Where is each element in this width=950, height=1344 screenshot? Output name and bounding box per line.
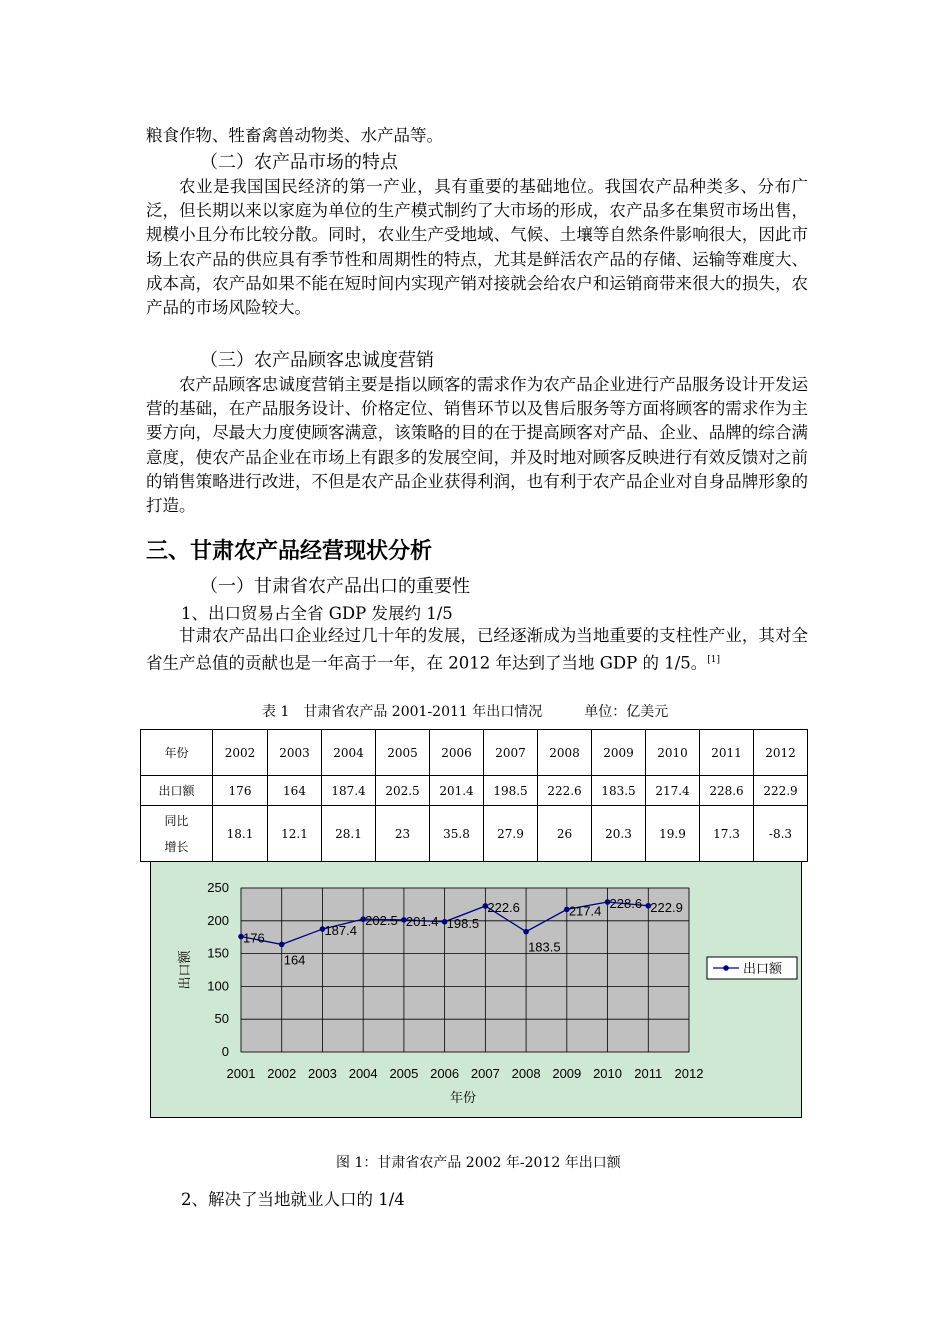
cell-year: 2011 xyxy=(700,730,754,776)
cell-growth: 19.9 xyxy=(646,806,700,862)
chart-svg xyxy=(151,851,801,1117)
cell-growth: 28.1 xyxy=(322,806,376,862)
cell-export: 201.4 xyxy=(430,776,484,806)
table-row-growth xyxy=(141,806,808,862)
cell-export: 202.5 xyxy=(376,776,430,806)
cell-export: 176 xyxy=(213,776,268,806)
x-tick-label: 2007 xyxy=(470,1066,500,1081)
data-label: 222.9 xyxy=(650,899,683,915)
cell-year: 2004 xyxy=(322,730,376,776)
export-line-chart xyxy=(150,850,802,1118)
cell-year: 2005 xyxy=(376,730,430,776)
cell-export: 228.6 xyxy=(700,776,754,806)
row-label-growth xyxy=(141,806,213,862)
cell-growth: 26 xyxy=(538,806,592,862)
cell-year: 2012 xyxy=(754,730,808,776)
x-tick-label: 2002 xyxy=(267,1066,297,1081)
paragraph-intro: 粮食作物、牲畜禽兽动物类、水产品等。 xyxy=(146,126,443,145)
x-tick-label: 2004 xyxy=(348,1066,378,1081)
y-tick-label: 100 xyxy=(207,978,229,994)
cell-export: 222.6 xyxy=(538,776,592,806)
y-tick-label: 200 xyxy=(207,912,229,928)
list-item-employment: 2、解决了当地就业人口的 1/4 xyxy=(181,1190,405,1209)
cell-growth: -8.3 xyxy=(754,806,808,862)
subheading-market-features: （二）农产品市场的特点 xyxy=(200,152,398,173)
cell-year: 2006 xyxy=(430,730,484,776)
paragraph-export-development xyxy=(146,624,808,676)
row-label-export: 出口额 xyxy=(141,776,213,806)
y-axis-title: 出口额 xyxy=(177,950,192,990)
table-caption: 表 1 甘肃省农产品 2001-2011 年出口情况 单位：亿美元 xyxy=(262,704,669,720)
y-tick-label: 250 xyxy=(207,880,229,895)
legend-marker xyxy=(723,965,729,971)
data-label: 164 xyxy=(283,952,306,968)
cell-export: 217.4 xyxy=(646,776,700,806)
cell-growth: 20.3 xyxy=(592,806,646,862)
cell-year: 2008 xyxy=(538,730,592,776)
x-tick-label: 2001 xyxy=(226,1066,256,1081)
cell-growth: 12.1 xyxy=(268,806,322,862)
cell-growth: 23 xyxy=(376,806,430,862)
data-label: 228.6 xyxy=(609,896,643,912)
section-heading: 三、甘肃农产品经营现状分析 xyxy=(146,539,433,564)
cell-year: 2009 xyxy=(592,730,646,776)
y-tick-label: 50 xyxy=(214,1011,229,1027)
cell-year: 2010 xyxy=(646,730,700,776)
data-label: 201.4 xyxy=(405,913,439,929)
x-tick-label: 2009 xyxy=(552,1066,582,1081)
export-table xyxy=(140,729,808,862)
subheading-loyalty-marketing: （三）农产品顾客忠诚度营销 xyxy=(200,350,434,371)
data-label: 176 xyxy=(243,930,265,946)
cell-export: 183.5 xyxy=(592,776,646,806)
row-label-growth-text: 同比增长 xyxy=(164,813,189,854)
cell-export: 222.9 xyxy=(754,776,808,806)
cell-growth: 17.3 xyxy=(700,806,754,862)
data-label: 222.6 xyxy=(487,899,520,915)
paragraph-loyalty-marketing: 农产品顾客忠诚度营销主要是指以顾客的需求作为农产品企业进行产品服务设计开发运营的基础，在产品服务设计、价格定位、销售环节以及售后服务等方面将顾客的需求作为主要方向，尽最大力度使顾客满意，该策略的目的在于提高顾客对产品、企业、品牌的综合满意度，使农产品企业在市场上有跟多的发展空间，并及时地对顾客反映进行有效反馈对之前的销售策略进行改进，不但是农产品企业获得利润，也有利于农产品企业对自身品牌形象的打造。 xyxy=(146,375,808,516)
citation-ref: [1] xyxy=(707,655,721,666)
table-row-exports xyxy=(141,776,808,806)
cell-growth: 18.1 xyxy=(213,806,268,862)
cell-export: 198.5 xyxy=(484,776,538,806)
x-axis-title: 年份 xyxy=(449,1090,477,1105)
data-point xyxy=(523,929,529,935)
cell-export: 164 xyxy=(268,776,322,806)
data-label: 198.5 xyxy=(446,915,480,931)
list-item-gdp-share: 1、出口贸易占全省 GDP 发展约 1/5 xyxy=(181,604,453,623)
cell-year: 2003 xyxy=(268,730,322,776)
y-tick-label: 150 xyxy=(207,945,229,961)
x-tick-label: 2011 xyxy=(634,1066,663,1081)
x-tick-label: 2010 xyxy=(593,1066,623,1081)
data-label: 202.5 xyxy=(365,913,398,929)
cell-growth: 35.8 xyxy=(430,806,484,862)
subheading-export-importance: （一）甘肃省农产品出口的重要性 xyxy=(200,576,470,597)
cell-year: 2007 xyxy=(484,730,538,776)
figure-caption: 图 1：甘肃省农产品 2002 年-2012 年出口额 xyxy=(336,1155,621,1171)
y-tick-label: 0 xyxy=(221,1044,229,1059)
data-label: 217.4 xyxy=(568,903,602,919)
data-label: 187.4 xyxy=(324,923,358,939)
cell-export: 187.4 xyxy=(322,776,376,806)
plot-area xyxy=(241,888,689,1052)
x-tick-label: 2012 xyxy=(674,1066,704,1081)
x-tick-label: 2006 xyxy=(430,1066,460,1081)
data-label: 183.5 xyxy=(528,939,561,955)
legend-label: 出口额 xyxy=(743,961,783,976)
data-point xyxy=(279,942,285,948)
x-tick-label: 2008 xyxy=(511,1066,541,1081)
paragraph-market-features: 农业是我国国民经济的第一产业，具有重要的基础地位。我国农产品种类多、分布广泛，但长期以来以家庭为单位的生产模式制约了大市场的形成，农产品多在集贸市场出售，规模小且分布比较分散。同时，农业生产受地域、气候、土壤等自然条件影响很大，因此市场上农产品的供应具有季节性和周期性的特点，尤其是鲜活农产品的存储、运输等难度大、成本高，农产品如果不能在短时间内实现产销对接就会给农户和运销商带来很大的损失，农产品的市场风险较大。 xyxy=(146,177,808,318)
cell-year: 2002 xyxy=(213,730,268,776)
row-label-year: 年份 xyxy=(141,730,213,776)
paragraph-text: 甘肃农产品出口企业经过几十年的发展，已经逐渐成为当地重要的支柱性产业，其对全省生产总值的贡献也是一年高于一年，在 2012 年达到了当地 GDP 的 1/5。 xyxy=(146,626,808,673)
cell-growth: 27.9 xyxy=(484,806,538,862)
table-row-years xyxy=(141,730,808,776)
x-tick-label: 2005 xyxy=(389,1066,419,1081)
x-tick-label: 2003 xyxy=(307,1066,337,1081)
